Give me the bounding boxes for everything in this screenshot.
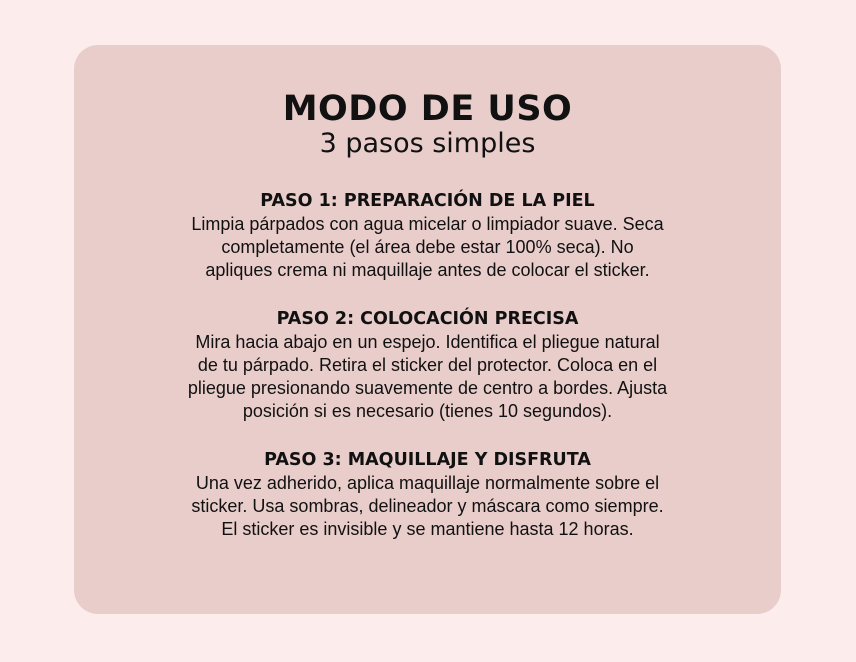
step-3 xyxy=(128,448,728,541)
step-line: El sticker es invisible y se mantiene hasta 12 horas. xyxy=(221,519,634,539)
steps-list xyxy=(74,189,781,541)
step-line: apliques crema ni maquillaje antes de colocar el sticker. xyxy=(205,260,650,280)
step-1 xyxy=(128,189,728,282)
instructions-card xyxy=(74,45,781,614)
page-title: MODO DE USO xyxy=(282,89,573,129)
page-subtitle: 3 pasos simples xyxy=(319,128,536,159)
step-line: Una vez adherido, aplica maquillaje normalmente sobre el xyxy=(195,473,660,493)
step-description xyxy=(128,213,728,282)
step-line: completamente (el área debe estar 100% seca). No xyxy=(221,237,634,257)
step-2 xyxy=(128,307,728,423)
step-description xyxy=(128,472,728,541)
step-line: pliegue presionando suavemente de centro a bordes. Ajusta xyxy=(187,378,668,398)
step-line: Mira hacia abajo en un espejo. Identifica el pliegue natural xyxy=(195,332,660,352)
step-description xyxy=(128,331,728,423)
step-line: posición si es necesario (tienes 10 segundos). xyxy=(242,401,613,421)
step-heading: PASO 3: MAQUILLAJE Y DISFRUTA xyxy=(264,450,591,470)
step-line: de tu párpado. Retira el sticker del protector. Coloca en el xyxy=(197,355,658,375)
step-line: Limpia párpados con agua micelar o limpiador suave. Seca xyxy=(191,214,664,234)
step-line: sticker. Usa sombras, delineador y máscara como siempre. xyxy=(191,496,664,516)
step-heading: PASO 2: COLOCACIÓN PRECISA xyxy=(276,309,579,329)
step-heading: PASO 1: PREPARACIÓN DE LA PIEL xyxy=(260,191,595,211)
